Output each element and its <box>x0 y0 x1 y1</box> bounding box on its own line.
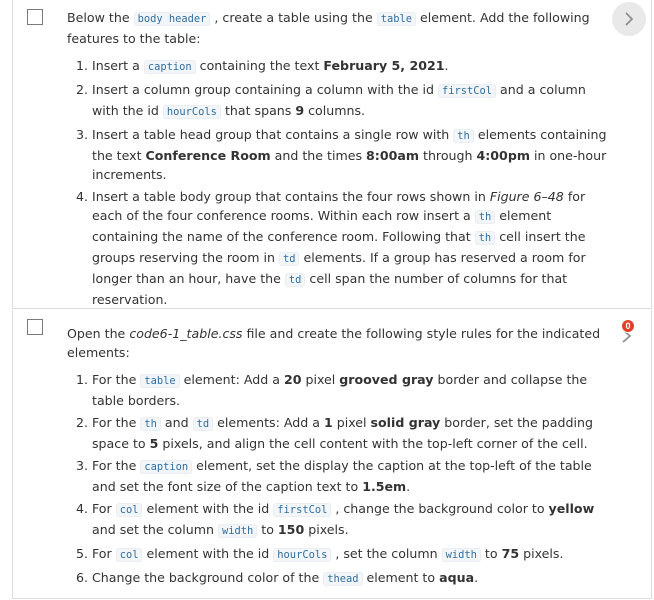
notification-badge: 0 <box>621 319 635 333</box>
task-1-steps <box>67 56 613 309</box>
task-1-expand-button[interactable] <box>612 2 646 36</box>
task-card-2 <box>12 310 652 599</box>
task-1-checkbox[interactable] <box>27 9 43 25</box>
task-1-intro: Below the body header , create a table using the table element. Add the following features to the table: <box>67 10 590 46</box>
task-2-content <box>67 324 613 592</box>
task-card-1 <box>12 0 652 309</box>
task-2-step-6: 6. Change the background color of the thead element to aqua. <box>92 568 613 589</box>
task-2-steps <box>67 370 613 589</box>
task-1-content <box>67 8 613 312</box>
task-2-expand-button[interactable] <box>619 320 639 344</box>
task-1-step-1: 1. Insert a caption containing the text February 5, 2021. <box>92 56 613 77</box>
chevron-right-icon <box>624 11 634 27</box>
task-2-step-5: 5. For col element with the id hourCols , set the column width to 75 pixels. <box>92 544 613 565</box>
task-1-step-4: 4. Insert a table body group that contains the four rows shown in Figure 6–48 for each of the four conference rooms. Within each row insert a th element containing the name of the conference room. Following that th cell insert the groups reserving the room in td elements. If a group has reserved a room for longer than an hour, have the td cell span the number of columns for that reservation. <box>92 187 613 309</box>
task-2-step-4: 4. For col element with the id firstCol , change the background color to yellow and set the column width to 150 pixels. <box>92 499 613 541</box>
task-1-step-2: 2. Insert a column group containing a column with the id firstCol and a column with the id hourCols that spans 9 columns. <box>92 80 613 122</box>
task-2-step-3: 3. For the caption element, set the display the caption at the top-left of the table and set the font size of the caption text to 1.5em. <box>92 456 613 496</box>
task-2-step-2: 2. For the th and td elements: Add a 1 pixel solid gray border, set the padding space to 5 pixels, and align the cell content with the top-left corner of the cell. <box>92 413 613 453</box>
task-2-step-1: 1. For the table element: Add a 20 pixel grooved gray border and collapse the table borders. <box>92 370 613 410</box>
task-2-intro: Open the code6-1_table.css file and create the following style rules for the indicated elements: <box>67 326 601 360</box>
task-2-checkbox[interactable] <box>27 319 43 335</box>
task-1-step-3: 3. Insert a table head group that contains a single row with th elements containing the text Conference Room and the times 8:00am through 4:00pm in one-hour increments. <box>92 125 613 184</box>
